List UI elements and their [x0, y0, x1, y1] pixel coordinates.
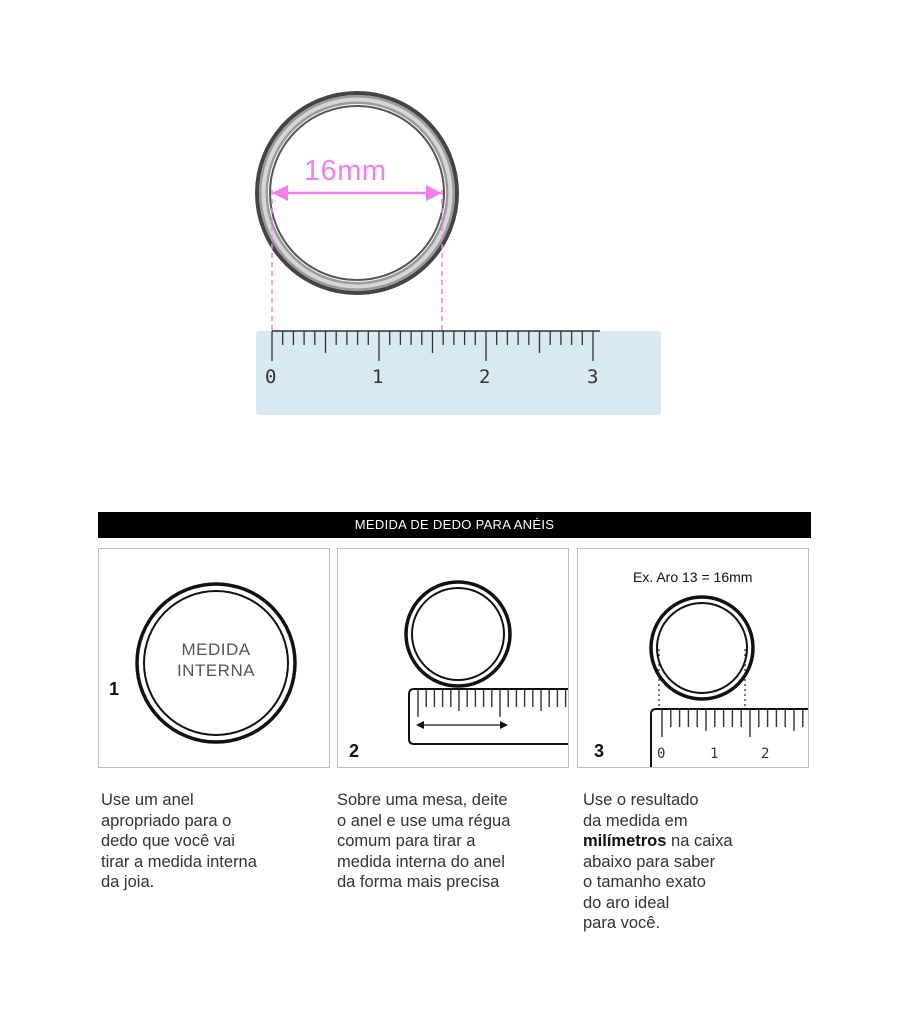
ring-outer	[651, 597, 753, 699]
ruler-label-0: 0	[265, 366, 277, 388]
ring-outer	[406, 582, 510, 686]
description-line: da medida em	[583, 811, 688, 830]
description-line	[583, 831, 733, 852]
inner-measure-label	[156, 639, 276, 681]
description-line: da forma mais precisa	[337, 873, 500, 891]
description-line: comum para tirar a	[337, 832, 476, 850]
unit-emphasis: milímetros	[583, 832, 667, 850]
description-line-rest: na caixa	[666, 832, 733, 850]
ruler	[256, 331, 661, 415]
ring-inner	[657, 603, 747, 693]
step-1-description	[101, 790, 257, 893]
step-2-illustration	[338, 549, 569, 768]
step-2-description	[337, 790, 510, 893]
ruler-label-1: 1	[372, 366, 384, 388]
ruler-label-2: 2	[479, 366, 491, 388]
step-number-2: 2	[349, 741, 360, 761]
description-line: o tamanho exato	[583, 873, 706, 891]
description-line: Sobre uma mesa, deite	[337, 791, 508, 809]
step-number-1: 1	[109, 679, 120, 699]
size-example: Ex. Aro 13 = 16mm	[633, 569, 753, 585]
inner-label-line-1: MEDIDA	[181, 640, 251, 659]
step-3-panel	[577, 548, 809, 768]
description-line: abaixo para saber	[583, 852, 716, 871]
description-line: para você.	[583, 914, 661, 932]
step-2-panel	[337, 548, 569, 768]
ruler-label-0: 0	[657, 746, 666, 762]
step-number-3: 3	[594, 741, 605, 761]
description-line: medida interna do anel	[337, 852, 505, 871]
step-3-description	[583, 790, 733, 934]
section-banner: MEDIDA DE DEDO PARA ANÉIS	[98, 512, 811, 538]
ruler-label-2: 2	[761, 746, 770, 762]
ring-inner	[412, 588, 504, 680]
inner-label-line-2: INTERNA	[176, 661, 256, 680]
description-line: o anel e use uma régua	[337, 811, 511, 830]
description-line: apropriado para o	[101, 811, 232, 830]
step-1-panel	[98, 548, 330, 768]
ring-measurement-illustration	[0, 0, 902, 480]
ruler-outline	[409, 689, 569, 744]
description-line: dedo que você vai	[101, 832, 235, 850]
ruler-label-3: 3	[587, 366, 599, 388]
diameter-label: 16mm	[304, 155, 387, 187]
description-line: Use um anel	[101, 791, 194, 809]
description-line: Use o resultado	[583, 791, 699, 809]
ruler-label-1: 1	[710, 746, 719, 762]
description-line: da joia.	[101, 873, 155, 891]
description-line: do aro ideal	[583, 893, 670, 912]
description-line: tirar a medida interna	[101, 852, 257, 871]
